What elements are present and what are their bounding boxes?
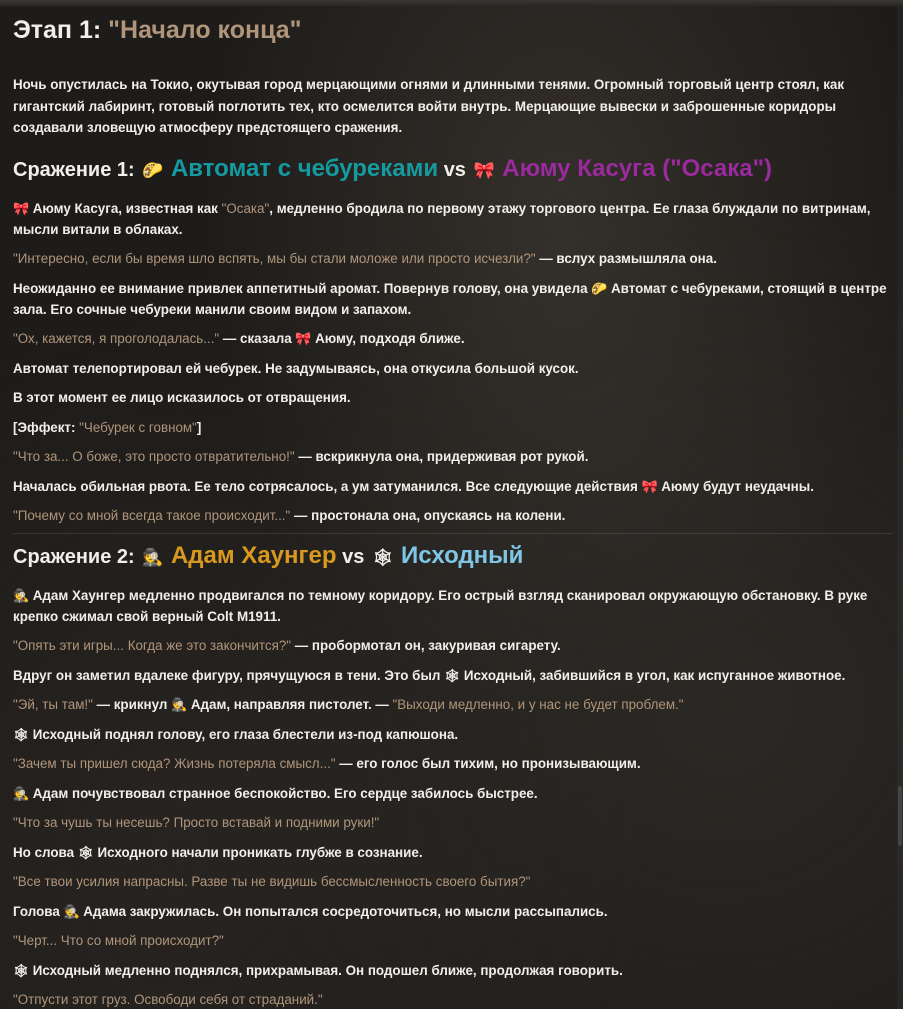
window-top-bar (0, 0, 903, 6)
ribbon-icon: 🎀 (473, 160, 495, 180)
battle2-heading (13, 541, 893, 573)
battle1-body (13, 198, 893, 527)
battle1-fighter2: Аюму Касуга ("Осака") (502, 154, 772, 182)
story-paragraph (13, 930, 893, 951)
story-paragraph (13, 842, 893, 863)
story-paragraph (13, 505, 893, 526)
character-icon: 🕵 (13, 587, 30, 603)
character-icon: 🌮 (591, 280, 608, 296)
battle1-vs: vs (443, 158, 466, 181)
story-paragraph (13, 783, 893, 804)
dialogue-quote: "Что за чушь ты несешь? Просто вставай и подними руки!" (13, 815, 380, 830)
scrollbar[interactable] (897, 6, 903, 1009)
paragraph-text: , медленно бродила по первому этажу торгового центра. Ее глаза блуждали по витринам, мысли витали в облаках. (13, 200, 871, 237)
paragraph-text: Адам почувствовал странное беспокойство. Его сердце забилось быстрее. (32, 785, 538, 801)
paragraph-text: Исходного начали проникать глубже в сознание. (93, 844, 423, 860)
story-paragraph (13, 585, 893, 627)
character-icon: 🕵 (171, 697, 188, 712)
character-icon: 🕸 (13, 726, 30, 742)
character-icon: 🕸 (13, 962, 30, 978)
paragraph-text: — его голос был тихим, но пронизывающим. (335, 756, 641, 771)
paragraph-text: Автомат с чебуреками, стоящий в центре зала. Его сочные чебуреки манили своим видом и запахом. (13, 280, 887, 317)
story-paragraph (13, 358, 893, 379)
battle1-heading (13, 154, 893, 186)
paragraph-text: Аюму, подходя ближе. (311, 331, 465, 346)
battle1-fighter1: Автомат с чебуреками (170, 154, 439, 182)
battle2-body (13, 585, 893, 1009)
battle-divider (13, 533, 893, 534)
story-paragraph (13, 635, 893, 656)
dialogue-quote: "Эй, ты там!" (13, 697, 93, 712)
scrollbar-thumb[interactable] (898, 786, 902, 846)
dialogue-quote: "Ох, кажется, я проголодалась..." (13, 331, 220, 346)
story-paragraph (13, 198, 893, 240)
story-paragraph (13, 446, 893, 467)
paragraph-text: — простонала она, опускаясь на колени. (290, 508, 566, 523)
battle2-fighter2: Исходный (401, 541, 524, 569)
story-paragraph (13, 694, 893, 715)
character-icon: 🎀 (295, 331, 312, 346)
paragraph-text: Исходный медленно поднялся, прихрамывая. Он подошел ближе, продолжая говорить. (32, 962, 623, 978)
battle1-prefix: Сражение 1: (13, 158, 135, 181)
dialogue-quote: "Почему со мной всегда такое происходит..." (13, 508, 291, 523)
story-paragraph (13, 812, 893, 833)
paragraph-text: ] (196, 419, 202, 435)
story-paragraph (13, 724, 893, 745)
paragraph-text: Исходный поднял голову, его глаза блестели из-под капюшона. (32, 726, 459, 742)
character-icon: 🕸 (444, 667, 461, 683)
dialogue-quote: "Чебурек с говном" (79, 419, 197, 435)
story-paragraph (13, 417, 893, 438)
paragraph-text: Голова (13, 903, 64, 919)
paragraph-text: Адама закружилась. Он попытался сосредоточиться, но мысли рассыпались. (79, 903, 608, 919)
cheburek-taco-icon: 🌮 (142, 160, 164, 180)
story-paragraph (13, 960, 893, 981)
paragraph-text: — вслух размышляла она. (535, 251, 717, 266)
battle2-vs: vs (342, 545, 365, 568)
paragraph-text: Но слова (13, 844, 78, 860)
character-icon: 🕸 (77, 844, 95, 860)
story-paragraph (13, 665, 893, 686)
stage-name: "Начало конца" (108, 16, 302, 44)
dialogue-quote: "Все твои усилия напрасны. Разве ты не видишь бессмысленность своего бытия?" (13, 874, 531, 889)
story-paragraph (13, 753, 893, 774)
dialogue-quote: "Что за... О боже, это просто отвратительно!" (13, 449, 295, 464)
story-paragraph (13, 476, 893, 497)
paragraph-text: — сказала (219, 331, 296, 346)
dialogue-quote: "Выходи медленно, и у нас не будет проблем." (392, 697, 684, 712)
dialogue-quote: "Черт... Что со мной происходит?" (13, 933, 224, 948)
spiderweb-icon: 🕸 (371, 547, 394, 567)
detective-icon: 🕵 (142, 547, 164, 567)
stage-prefix: Этап 1: (13, 16, 102, 44)
paragraph-text: Вдруг он заметил вдалеке фигуру, прячущуюся в тени. Это был (13, 667, 445, 683)
paragraph-text: — вскрикнула она, придерживая рот рукой. (294, 449, 589, 464)
story-paragraph (13, 989, 893, 1009)
character-icon: 🎀 (641, 478, 658, 494)
story-paragraph (13, 901, 893, 922)
stage-intro: Ночь опустилась на Токио, окутывая город мерцающими огнями и длинными тенями. Огромный торговый центр стоял, как гигантский лабиринт, готовый поглотить тех, кто осмелится войти внутрь. Мерцающие вывески и заброшенные коридоры создавали зловещую атмосферу предстоящего сражения. (13, 77, 845, 135)
story-paragraph (13, 387, 893, 408)
paragraph-text: Началась обильная рвота. Ее тело сотрясалось, а ум затуманился. Все следующие действия (13, 478, 642, 494)
dialogue-quote: "Отпусти этот груз. Освободи себя от страданий." (13, 992, 323, 1007)
dialogue-quote: "Зачем ты пришел сюда? Жизнь потеряла смысл..." (13, 756, 336, 771)
story-paragraph (13, 871, 893, 892)
character-icon: 🕵 (63, 903, 80, 919)
character-icon: 🎀 (13, 200, 30, 216)
dialogue-quote: "Осака" (221, 200, 270, 216)
battle2-prefix: Сражение 2: (13, 545, 135, 568)
paragraph-text: — крикнул (92, 697, 172, 712)
story-paragraph (13, 248, 893, 269)
dialogue-quote: "Интересно, если бы время шло вспять, мы бы стали моложе или просто исчезли?" (13, 251, 536, 266)
paragraph-text: Исходный, забившийся в угол, как испуганное животное. (460, 667, 846, 683)
story-paragraph (13, 278, 893, 320)
dialogue-quote: "Опять эти игры... Когда же это закончится?" (13, 638, 292, 653)
story-content (13, 12, 893, 1009)
paragraph-text: Аюму Касуга, известная как (32, 200, 222, 216)
paragraph-text: Неожиданно ее внимание привлек аппетитный аромат. Повернув голову, она увидела (13, 280, 592, 296)
stage-title (13, 12, 893, 48)
paragraph-text: Адам, направляя пистолет. — (187, 697, 393, 712)
paragraph-text: Аюму будут неудачны. (657, 478, 814, 494)
story-paragraph (13, 328, 893, 349)
paragraph-text: Автомат телепортировал ей чебурек. Не задумываясь, она откусила большой кусок. (13, 360, 579, 376)
paragraph-text: [Эффект: (13, 419, 80, 435)
paragraph-text: Адам Хаунгер медленно продвигался по темному коридору. Его острый взгляд сканировал окружающую обстановку. В руке крепко сжимал свой верный Colt M1911. (13, 587, 868, 624)
battle2-fighter1: Адам Хаунгер (170, 541, 337, 569)
character-icon: 🕵 (13, 785, 30, 801)
paragraph-text: В этот момент ее лицо исказилось от отвращения. (13, 390, 351, 405)
paragraph-text: — пробормотал он, закуривая сигарету. (291, 638, 561, 653)
